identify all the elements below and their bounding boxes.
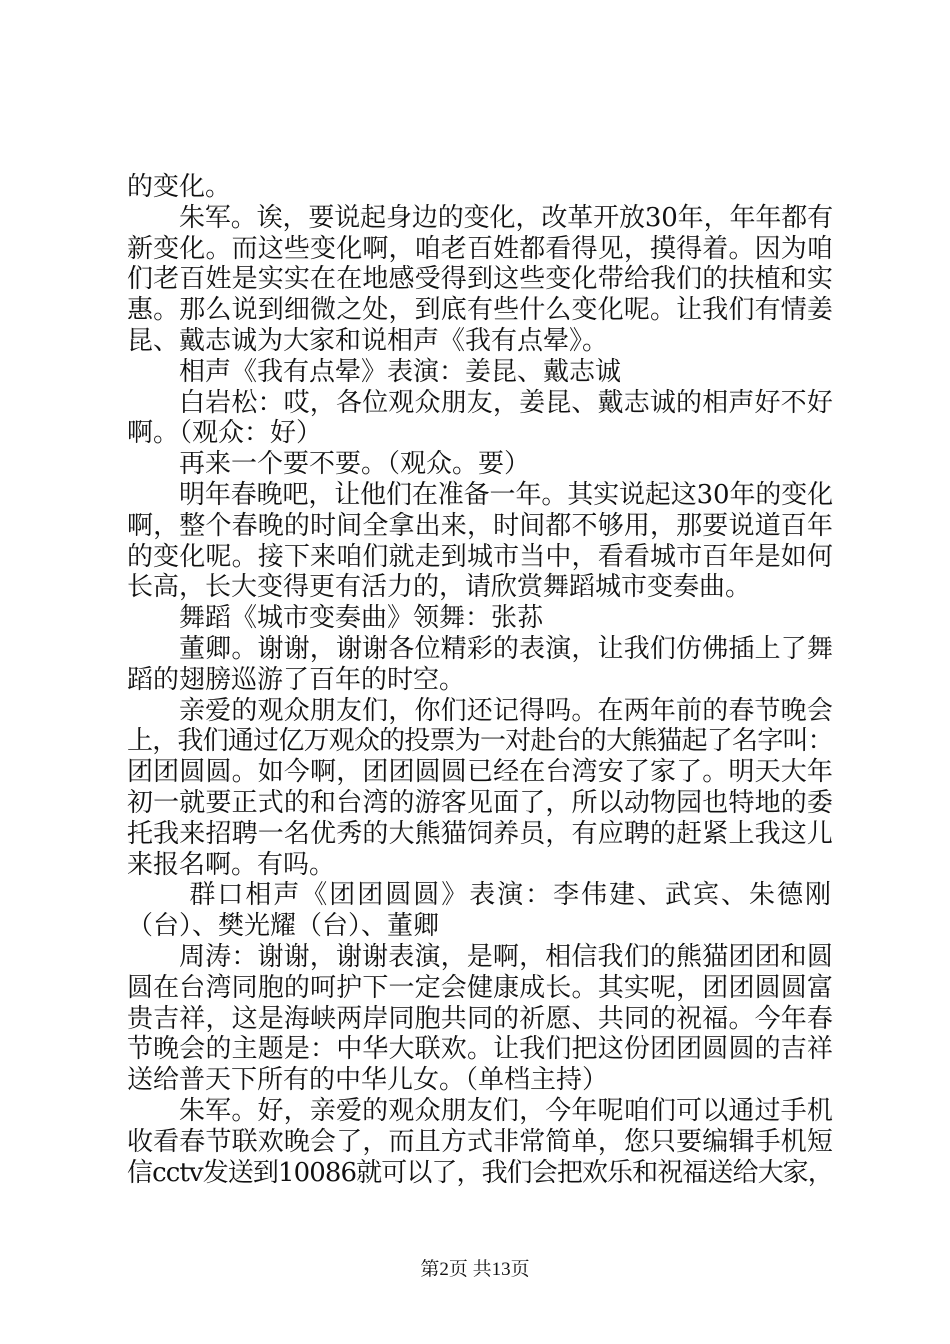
text-line: 节晚会的主题是：中华大联欢。让我们把这份团团圆圆的吉祥: [127, 1034, 834, 1065]
text-line: 白岩松：哎，各位观众朋友，姜昆、戴志诚的相声好不好: [179, 387, 834, 418]
text-line: 舞蹈《城市变奏曲》领舞：张荪: [179, 603, 544, 634]
text-line: 圆在台湾同胞的呵护下一定会健康成长。其实呢，团团圆圆富: [127, 972, 834, 1003]
text-line: 相声《我有点晕》表演：姜昆、戴志诚: [179, 356, 622, 387]
text-line: 的变化呢。接下来咱们就走到城市当中，看看城市百年是如何: [127, 541, 834, 572]
text-line: 蹈的翅膀巡游了百年的时空。: [127, 664, 466, 695]
text-line: 朱军。好，亲爱的观众朋友们，今年呢咱们可以通过手机: [179, 1095, 834, 1126]
page-footer: 第2页 共13页: [420, 1259, 530, 1280]
text-line: 群口相声《团团圆圆》表演：李伟建、武宾、朱德刚: [189, 880, 833, 911]
text-line: 贵吉祥，这是海峡两岸同胞共同的祈愿、共同的祝福。今年春: [127, 1003, 834, 1034]
text-line: 董卿。谢谢，谢谢各位精彩的表演，让我们仿佛插上了舞: [179, 633, 834, 664]
text-line: 周涛：谢谢，谢谢表演，是啊，相信我们的熊猫团团和圆: [179, 941, 834, 972]
text-line: 明年春晚吧，让他们在准备一年。其实说起这30年的变化: [179, 479, 833, 510]
text-line: 长高，长大变得更有活力的，请欣赏舞蹈城市变奏曲。: [127, 572, 752, 603]
text-line: 新变化。而这些变化啊，咱老百姓都看得见，摸得着。因为咱: [127, 233, 834, 264]
text-line: 初一就要正式的和台湾的游客见面了，所以动物园也特地的委: [127, 787, 834, 818]
text-line: 昆、戴志诚为大家和说相声《我有点晕》。: [127, 325, 609, 356]
text-line: 收看春节联欢晚会了，而且方式非常简单，您只要编辑手机短: [127, 1126, 834, 1157]
text-line: 托我来招聘一名优秀的大熊猫饲养员，有应聘的赶紧上我这儿: [127, 818, 834, 849]
text-line: 的变化。: [127, 172, 232, 202]
text-line: （台）、樊光耀（台）、董卿: [127, 911, 440, 942]
text-line: 信cctv发送到10086就可以了，我们会把欢乐和祝福送给大家，: [127, 1157, 833, 1188]
text-line: 啊，整个春晚的时间全拿出来，时间都不够用，那要说道百年: [127, 510, 834, 541]
text-line: 们老百姓是实实在在地感受得到这些变化带给我们的扶植和实: [127, 264, 834, 295]
text-line: 亲爱的观众朋友们，你们还记得吗。在两年前的春节晚会: [179, 695, 834, 726]
text-line: 送给普天下所有的中华儿女。（单档主持）: [127, 1065, 609, 1096]
text-line: 来报名啊。有吗。: [127, 849, 336, 880]
text-line: 团团圆圆。如今啊，团团圆圆已经在台湾安了家了。明天大年: [127, 757, 834, 788]
text-line: 惠。那么说到细微之处，到底有些什么变化呢。让我们有情姜: [127, 295, 834, 326]
text-line: 啊。（观众：好）: [127, 418, 323, 449]
text-line: 上，我们通过亿万观众的投票为一对赴台的大熊猫起了名字叫：: [127, 726, 833, 757]
document-body: [127, 172, 833, 1188]
text-line: 再来一个要不要。（观众。要）: [179, 449, 531, 480]
text-line: 朱军。诶，要说起身边的变化，改革开放30年，年年都有: [179, 202, 833, 233]
